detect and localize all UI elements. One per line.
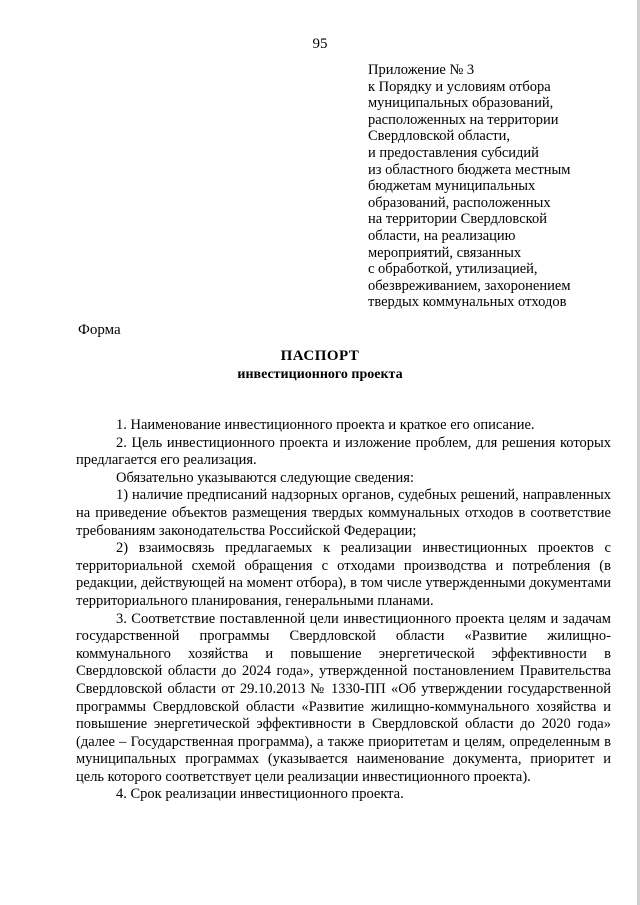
paragraph-required-info: Обязательно указываются следующие сведения: (116, 469, 414, 486)
appendix-line: мероприятий, связанных (368, 244, 522, 261)
paragraph-item-1: 1. Наименование инвестиционного проекта и краткое его описание. (116, 417, 535, 433)
appendix-line: твердых коммунальных отходов (368, 294, 567, 311)
appendix-block (368, 62, 613, 311)
paragraph-subitem-2: 2) взаимосвязь предлагаемых к реализации инвестиционных проектов с территориальной схемой обращения с отходами производства и потребления (в редакции, действующей на момент отбора), в том числе утвержденными документами территориального планирования, генеральными планами. (76, 540, 611, 609)
appendix-line: и предоставления субсидий (368, 144, 539, 161)
appendix-line: области, на реализацию (368, 227, 516, 244)
document-body (76, 417, 611, 804)
appendix-line: бюджетам муниципальных (368, 178, 536, 195)
appendix-line: из областного бюджета местным (368, 161, 571, 178)
appendix-line: расположенных на территории (368, 111, 559, 128)
document-title: ПАСПОРТ (280, 348, 360, 364)
page-number: 95 (312, 36, 328, 52)
appendix-line: Свердловской области, (368, 128, 511, 145)
appendix-line: на территории Свердловской (368, 211, 547, 228)
paragraph-item-3: 3. Соответствие поставленной цели инвестиционного проекта целям и задачам государственной программы Свердловской области «Развитие жилищно-коммунального хозяйства и повышение энергетической эффективности в Свердловской области до 2024 года», утвержденной постановлением Правительства Свердловской области от 29.10.2013 № 1330-ПП «Об утверждении государственной программы Свердловской области «Развитие жилищно-коммунального хозяйства и повышение энергетической эффективности в Свердловской области до 2020 года» (далее – Государственная программа), а также приоритетам и целям, определенным в муниципальных программах (указывается наименование документа, приоритет и цель которого соответствует цели реализации инвестиционного проекта). (76, 610, 611, 785)
form-label: Форма (78, 322, 121, 338)
paragraph-item-2: 2. Цель инвестиционного проекта и изложение проблем, для решения которых предлагается его реализация. (76, 434, 611, 469)
paragraph-item-4: 4. Срок реализации инвестиционного проекта. (116, 786, 404, 803)
appendix-line: к Порядку и условиям отбора (368, 78, 551, 95)
appendix-line: обезвреживанием, захоронением (368, 277, 571, 294)
document-subtitle: инвестиционного проекта (237, 367, 403, 382)
appendix-line: Приложение № 3 (368, 62, 475, 78)
appendix-line: муниципальных образований, (368, 95, 554, 112)
paragraph-subitem-1: 1) наличие предписаний надзорных органов, судебных решений, направленных на приведение объектов размещения твердых коммунальных отходов в соответствие требованиям законодательства Российской Федерации; (76, 487, 611, 539)
appendix-line: с обработкой, утилизацией, (368, 261, 538, 278)
appendix-line: образований, расположенных (368, 194, 551, 211)
